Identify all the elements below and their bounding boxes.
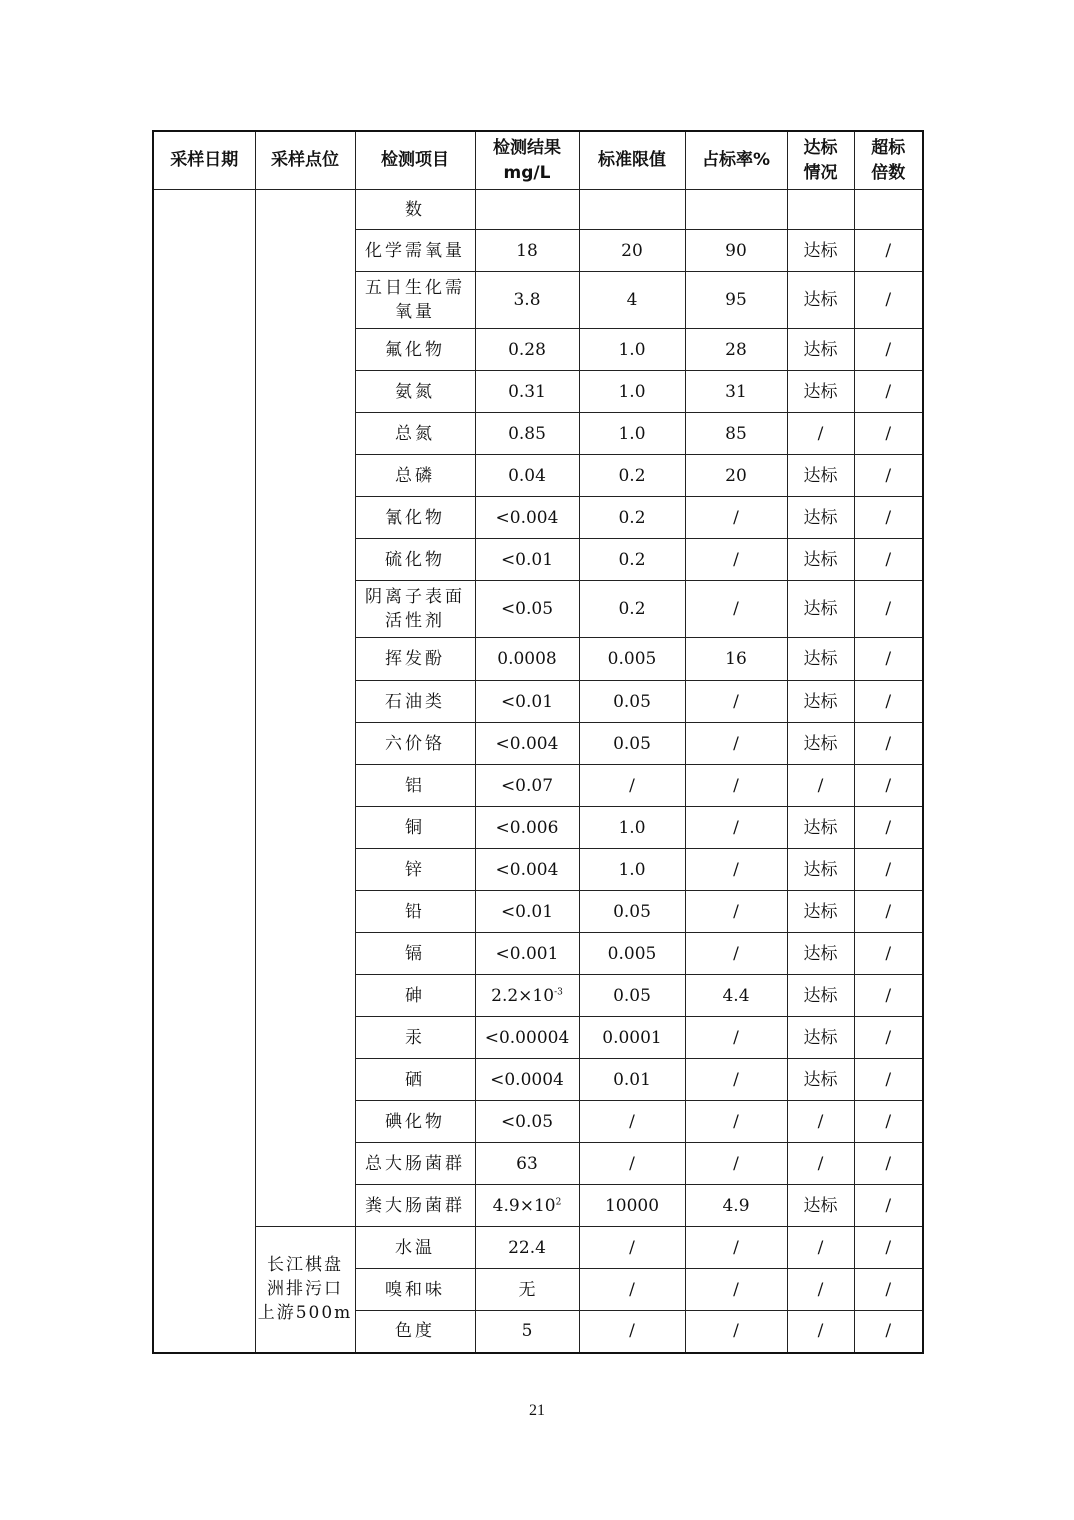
item-cell: 数 [355, 190, 475, 230]
status-cell: 达标 [787, 933, 854, 975]
sampling-site-cell [255, 1227, 355, 1353]
item-cell: 铜 [355, 807, 475, 849]
limit-cell: / [579, 1101, 685, 1143]
item-cell: 汞 [355, 1017, 475, 1059]
ratio-cell: / [685, 1311, 787, 1353]
status-cell: 达标 [787, 272, 854, 329]
result-cell [475, 190, 579, 230]
exceed-cell: / [854, 891, 923, 933]
item-cell: 色度 [355, 1311, 475, 1353]
result-cell: <0.01 [475, 891, 579, 933]
page-number: 21 [529, 1402, 545, 1419]
result-cell: <0.004 [475, 723, 579, 765]
exceed-cell: / [854, 807, 923, 849]
exceed-cell: / [854, 539, 923, 581]
limit-cell: / [579, 1143, 685, 1185]
monitoring-results-table [152, 130, 924, 1354]
ratio-cell: / [685, 681, 787, 723]
site-name-line: 上游500m [257, 1303, 353, 1324]
result-base: 4.9×10 [492, 1195, 556, 1216]
limit-cell: / [579, 765, 685, 807]
site-name-line: 长江棋盘 [267, 1255, 343, 1276]
ratio-cell [685, 190, 787, 230]
result-cell: 22.4 [475, 1227, 579, 1269]
result-exponent: 2 [555, 1196, 562, 1207]
status-cell: 达标 [787, 1059, 854, 1101]
result-cell: 0.0008 [475, 638, 579, 681]
limit-cell: 0.05 [579, 975, 685, 1017]
ratio-cell: 28 [685, 329, 787, 371]
header-status-line2: 情况 [803, 162, 838, 183]
status-cell: / [787, 1143, 854, 1185]
site-name-line: 洲排污口 [267, 1279, 343, 1300]
item-cell: 嗅和味 [355, 1269, 475, 1311]
table-row [153, 1227, 923, 1269]
status-cell: 达标 [787, 638, 854, 681]
exceed-cell: / [854, 933, 923, 975]
exceed-cell: / [854, 329, 923, 371]
exceed-cell: / [854, 1185, 923, 1227]
limit-cell: 0.0001 [579, 1017, 685, 1059]
ratio-cell: / [685, 1227, 787, 1269]
item-cell: 总大肠菌群 [355, 1143, 475, 1185]
ratio-cell: 4.9 [685, 1185, 787, 1227]
limit-cell: 20 [579, 230, 685, 272]
result-cell: 0.31 [475, 371, 579, 413]
header-result-line2: mg/L [503, 162, 551, 183]
exceed-cell: / [854, 371, 923, 413]
item-cell: 镉 [355, 933, 475, 975]
item-cell: 五日生化需氧量 [355, 272, 475, 329]
result-cell: 0.85 [475, 413, 579, 455]
item-cell: 粪大肠菌群 [355, 1185, 475, 1227]
result-cell: <0.004 [475, 849, 579, 891]
result-cell: 0.04 [475, 455, 579, 497]
result-cell: 18 [475, 230, 579, 272]
status-cell: 达标 [787, 230, 854, 272]
ratio-cell: 95 [685, 272, 787, 329]
item-cell: 硒 [355, 1059, 475, 1101]
status-cell: 达标 [787, 891, 854, 933]
ratio-cell: / [685, 849, 787, 891]
item-cell: 挥发酚 [355, 638, 475, 681]
result-cell: <0.05 [475, 581, 579, 638]
status-cell: / [787, 1311, 854, 1353]
status-cell: 达标 [787, 807, 854, 849]
exceed-cell: / [854, 1227, 923, 1269]
item-cell: 总磷 [355, 455, 475, 497]
item-cell: 铅 [355, 891, 475, 933]
exceed-cell: / [854, 1311, 923, 1353]
status-cell: 达标 [787, 329, 854, 371]
header-row [153, 131, 923, 190]
exceed-cell: / [854, 1269, 923, 1311]
exceed-cell [854, 190, 923, 230]
exceed-cell: / [854, 581, 923, 638]
header-result-line1: 检测结果 [493, 137, 561, 158]
limit-cell: 0.2 [579, 497, 685, 539]
exceed-cell: / [854, 765, 923, 807]
ratio-cell: 85 [685, 413, 787, 455]
result-cell: 0.28 [475, 329, 579, 371]
exceed-cell: / [854, 975, 923, 1017]
result-cell: 63 [475, 1143, 579, 1185]
item-cell: 硫化物 [355, 539, 475, 581]
limit-cell: / [579, 1311, 685, 1353]
exceed-cell: / [854, 723, 923, 765]
result-cell [475, 975, 579, 1017]
header-status [787, 131, 854, 190]
header-item: 检测项目 [355, 131, 475, 190]
header-status-line1: 达标 [803, 137, 838, 158]
status-cell: / [787, 1101, 854, 1143]
status-cell: 达标 [787, 497, 854, 539]
result-cell: <0.00004 [475, 1017, 579, 1059]
status-cell: 达标 [787, 975, 854, 1017]
exceed-cell: / [854, 413, 923, 455]
ratio-cell: / [685, 539, 787, 581]
ratio-cell: / [685, 1143, 787, 1185]
ratio-cell: / [685, 497, 787, 539]
ratio-cell: / [685, 1269, 787, 1311]
limit-cell: 0.2 [579, 539, 685, 581]
exceed-cell: / [854, 272, 923, 329]
limit-cell: 1.0 [579, 371, 685, 413]
item-cell: 总氮 [355, 413, 475, 455]
status-cell [787, 190, 854, 230]
limit-cell: 1.0 [579, 413, 685, 455]
result-cell: <0.006 [475, 807, 579, 849]
status-cell: 达标 [787, 1185, 854, 1227]
header-exceed-line1: 超标 [871, 137, 906, 158]
header-limit: 标准限值 [579, 131, 685, 190]
result-cell [475, 1185, 579, 1227]
result-cell: <0.01 [475, 681, 579, 723]
limit-cell: 0.05 [579, 723, 685, 765]
exceed-cell: / [854, 230, 923, 272]
status-cell: 达标 [787, 581, 854, 638]
status-cell: / [787, 1269, 854, 1311]
limit-cell: 0.005 [579, 638, 685, 681]
ratio-cell: 16 [685, 638, 787, 681]
item-cell: 水温 [355, 1227, 475, 1269]
header-site: 采样点位 [255, 131, 355, 190]
exceed-cell: / [854, 497, 923, 539]
item-cell: 六价铬 [355, 723, 475, 765]
limit-cell: / [579, 1227, 685, 1269]
exceed-cell: / [854, 849, 923, 891]
header-date: 采样日期 [153, 131, 255, 190]
item-cell: 石油类 [355, 681, 475, 723]
ratio-cell: / [685, 891, 787, 933]
exceed-cell: / [854, 1143, 923, 1185]
header-exceed-line2: 倍数 [871, 162, 906, 183]
sampling-date-cell [153, 190, 255, 1353]
result-cell: <0.05 [475, 1101, 579, 1143]
ratio-cell: / [685, 765, 787, 807]
limit-cell: 0.05 [579, 891, 685, 933]
limit-cell: 0.2 [579, 455, 685, 497]
limit-cell: 10000 [579, 1185, 685, 1227]
status-cell: 达标 [787, 849, 854, 891]
limit-cell [579, 190, 685, 230]
limit-cell: / [579, 1269, 685, 1311]
limit-cell: 0.2 [579, 581, 685, 638]
ratio-cell: / [685, 1059, 787, 1101]
item-cell: 锌 [355, 849, 475, 891]
ratio-cell: / [685, 1017, 787, 1059]
limit-cell: 4 [579, 272, 685, 329]
result-cell: <0.0004 [475, 1059, 579, 1101]
exceed-cell: / [854, 638, 923, 681]
limit-cell: 0.01 [579, 1059, 685, 1101]
status-cell: 达标 [787, 1017, 854, 1059]
table-row [153, 190, 923, 230]
status-cell: 达标 [787, 371, 854, 413]
item-cell: 氨氮 [355, 371, 475, 413]
exceed-cell: / [854, 681, 923, 723]
exceed-cell: / [854, 1059, 923, 1101]
result-cell: 3.8 [475, 272, 579, 329]
status-cell: / [787, 765, 854, 807]
result-cell: <0.07 [475, 765, 579, 807]
item-cell: 阴离子表面活性剂 [355, 581, 475, 638]
sampling-site-cell [255, 190, 355, 1227]
status-cell: 达标 [787, 681, 854, 723]
item-cell: 氟化物 [355, 329, 475, 371]
header-ratio: 占标率% [685, 131, 787, 190]
ratio-cell: 90 [685, 230, 787, 272]
limit-cell: 0.005 [579, 933, 685, 975]
item-cell: 氰化物 [355, 497, 475, 539]
header-result [475, 131, 579, 190]
status-cell: 达标 [787, 723, 854, 765]
ratio-cell: 31 [685, 371, 787, 413]
ratio-cell: / [685, 581, 787, 638]
result-cell: <0.01 [475, 539, 579, 581]
ratio-cell: 4.4 [685, 975, 787, 1017]
ratio-cell: 20 [685, 455, 787, 497]
header-exceed [854, 131, 923, 190]
item-cell: 砷 [355, 975, 475, 1017]
status-cell: 达标 [787, 455, 854, 497]
table-body [153, 190, 923, 1353]
item-cell: 铝 [355, 765, 475, 807]
limit-cell: 1.0 [579, 807, 685, 849]
exceed-cell: / [854, 455, 923, 497]
status-cell: 达标 [787, 539, 854, 581]
ratio-cell: / [685, 807, 787, 849]
ratio-cell: / [685, 723, 787, 765]
result-cell: <0.001 [475, 933, 579, 975]
result-cell: 无 [475, 1269, 579, 1311]
limit-cell: 0.05 [579, 681, 685, 723]
status-cell: / [787, 413, 854, 455]
status-cell: / [787, 1227, 854, 1269]
result-cell: <0.004 [475, 497, 579, 539]
result-exponent: -3 [554, 986, 563, 997]
ratio-cell: / [685, 933, 787, 975]
item-cell: 化学需氧量 [355, 230, 475, 272]
limit-cell: 1.0 [579, 329, 685, 371]
ratio-cell: / [685, 1101, 787, 1143]
result-base: 2.2×10 [491, 985, 555, 1006]
result-cell: 5 [475, 1311, 579, 1353]
exceed-cell: / [854, 1017, 923, 1059]
item-cell: 碘化物 [355, 1101, 475, 1143]
exceed-cell: / [854, 1101, 923, 1143]
limit-cell: 1.0 [579, 849, 685, 891]
